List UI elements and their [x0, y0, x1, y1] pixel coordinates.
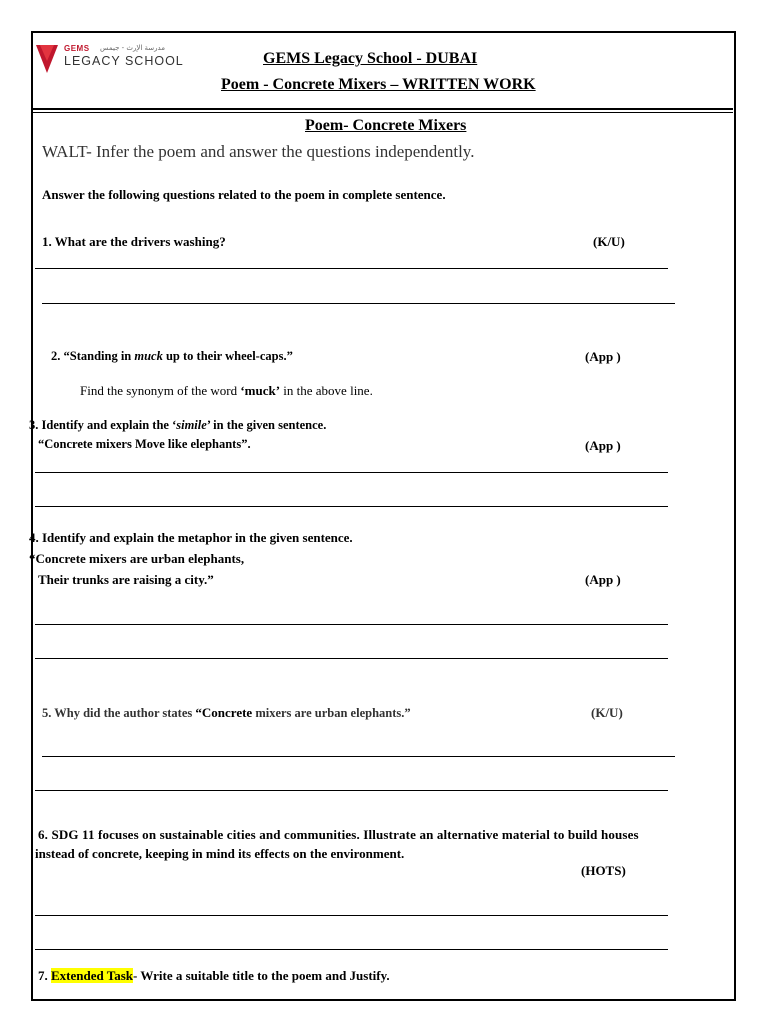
answer-line	[35, 915, 668, 916]
question-4-quote-1: “Concrete mixers are urban elephants,	[29, 551, 245, 566]
question-4-quote-2: Their trunks are raising a city.”	[38, 572, 214, 587]
question-1: 1. What are the drivers washing?	[42, 234, 226, 249]
question-6: 6. SDG 11 focuses on sustainable cities and communities. Illustrate an alternative material to build houses	[38, 827, 639, 842]
logo-name: LEGACY SCHOOL	[64, 54, 184, 68]
question-3: 3. Identify and explain the ‘simile’ in the given sentence.	[29, 418, 327, 432]
question-2: 2. “Standing in muck up to their wheel-caps.”	[51, 349, 293, 363]
question-2-tag: (App )	[585, 349, 621, 364]
header-divider-thin	[33, 112, 733, 113]
question-3-tag: (App )	[585, 438, 621, 453]
question-5: 5. Why did the author states “Concrete mixers are urban elephants.”	[42, 705, 411, 720]
answer-line	[35, 506, 668, 507]
question-1-tag: (K/U)	[593, 234, 625, 249]
answer-line	[35, 949, 668, 950]
answer-line	[35, 472, 668, 473]
walt-statement: WALT- Infer the poem and answer the questions independently.	[42, 142, 475, 161]
poem-title: Poem- Concrete Mixers	[305, 117, 467, 134]
answer-line	[35, 999, 675, 1000]
header-divider	[33, 108, 733, 110]
answer-line	[35, 268, 668, 269]
question-6-line-2: instead of concrete, keeping in mind its effects on the environment.	[35, 846, 405, 861]
answer-line	[35, 624, 668, 625]
answer-line	[42, 303, 675, 304]
question-2-sub: Find the synonym of the word ‘muck’ in the above line.	[80, 383, 373, 398]
school-title: GEMS Legacy School - DUBAI	[263, 50, 478, 67]
instruction: Answer the following questions related to the poem in complete sentence.	[42, 187, 446, 202]
question-3-quote: “Concrete mixers Move like elephants”.	[38, 437, 251, 451]
question-4-tag: (App )	[585, 572, 621, 587]
question-6-tag: (HOTS)	[581, 863, 626, 878]
gems-logo-icon	[36, 43, 58, 73]
question-4: 4. Identify and explain the metaphor in the given sentence.	[29, 530, 353, 545]
answer-line	[42, 756, 675, 757]
question-5-tag: (K/U)	[591, 705, 623, 720]
answer-line	[35, 790, 668, 791]
worksheet-subtitle: Poem - Concrete Mixers – WRITTEN WORK	[221, 76, 536, 93]
extended-task-highlight: Extended Task	[51, 968, 134, 983]
logo-arabic: مدرسة الإرث - جيمس	[100, 44, 165, 52]
logo-brand: GEMS	[64, 44, 90, 53]
answer-line	[35, 658, 668, 659]
question-7: 7. Extended Task- Write a suitable title to the poem and Justify.	[38, 968, 390, 983]
